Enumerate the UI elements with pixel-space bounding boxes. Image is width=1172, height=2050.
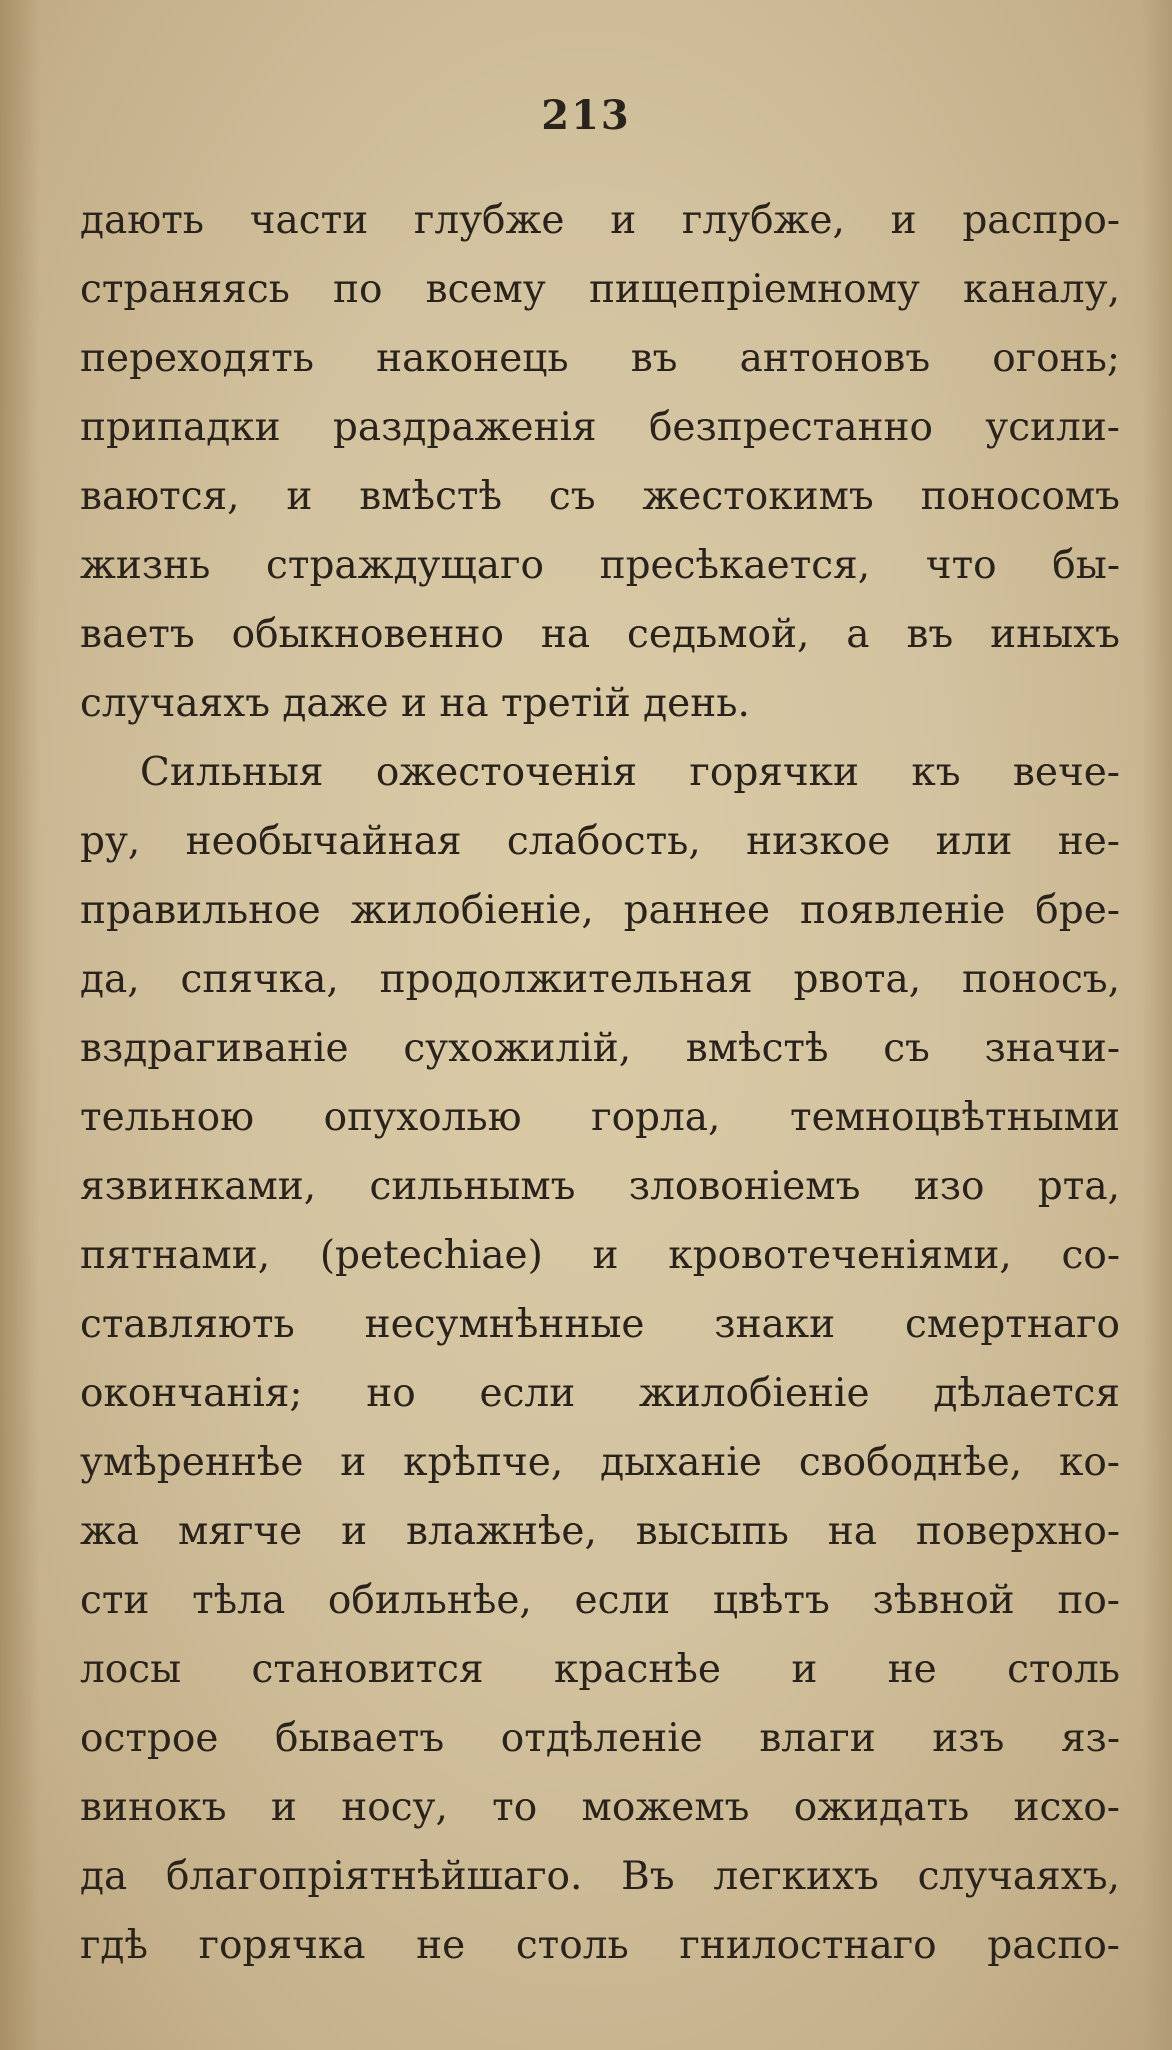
- text-line: дають части глубже и глубже, и распро-: [80, 198, 1120, 243]
- text-line: да благопріятнѣйшаго. Въ легкихъ случаяхъ,: [80, 1854, 1120, 1899]
- text-line: окончанія; но если жилобіеніе дѣлается: [80, 1371, 1120, 1416]
- text-line: жизнь страждущаго пресѣкается, что бы-: [80, 543, 1120, 588]
- text-line: тельною опухолью горла, темноцвѣтными: [80, 1095, 1120, 1140]
- text-line: да, спячка, продолжительная рвота, поносъ,: [80, 957, 1120, 1002]
- text-line: ваетъ обыкновенно на седьмой, а въ иныхъ: [80, 612, 1120, 657]
- page-edge-left: [0, 0, 40, 2050]
- text-line: правильное жилобіеніе, раннее появленіе бре-: [80, 888, 1120, 933]
- text-line: умѣреннѣе и крѣпче, дыханіе свободнѣе, ко-: [80, 1440, 1120, 1485]
- text-line: припадки раздраженія безпрестанно усили-: [80, 405, 1120, 450]
- text-line: случаяхъ даже и на третій день.: [80, 681, 750, 726]
- text-line: язвинками, сильнымъ зловоніемъ изо рта,: [80, 1164, 1120, 1209]
- text-line: винокъ и носу, то можемъ ожидать исхо-: [80, 1785, 1120, 1830]
- text-line: ру, необычайная слабость, низкое или не-: [80, 819, 1120, 864]
- text-line: сти тѣла обильнѣе, если цвѣтъ зѣвной по-: [80, 1578, 1120, 1623]
- page-number: 213: [541, 92, 631, 139]
- text-line: ваются, и вмѣстѣ съ жестокимъ поносомъ: [80, 474, 1120, 519]
- text-line: вздрагиваніе сухожилій, вмѣстѣ съ значи-: [80, 1026, 1120, 1071]
- text-line: жа мягче и влажнѣе, высыпь на поверхно-: [80, 1509, 1120, 1554]
- text-line: лосы становится краснѣе и не столь: [80, 1647, 1120, 1692]
- text-line: Сильныя ожесточенія горячки къ вече-: [140, 750, 1120, 795]
- text-line: гдѣ горячка не столь гнилостнаго распо-: [80, 1923, 1120, 1968]
- text-line: переходять наконець въ антоновъ огонь;: [80, 336, 1120, 381]
- text-line: острое бываетъ отдѣленіе влаги изъ яз-: [80, 1716, 1120, 1761]
- text-line: страняясь по всему пищепріемному каналу,: [80, 267, 1120, 312]
- page-edge-right: [1142, 0, 1172, 2050]
- body-text: [80, 186, 1120, 1980]
- text-line: ставляють несумнѣнные знаки смертнаго: [80, 1302, 1120, 1347]
- text-line: пятнами, (petechiae) и кровотеченіями, со-: [80, 1233, 1120, 1278]
